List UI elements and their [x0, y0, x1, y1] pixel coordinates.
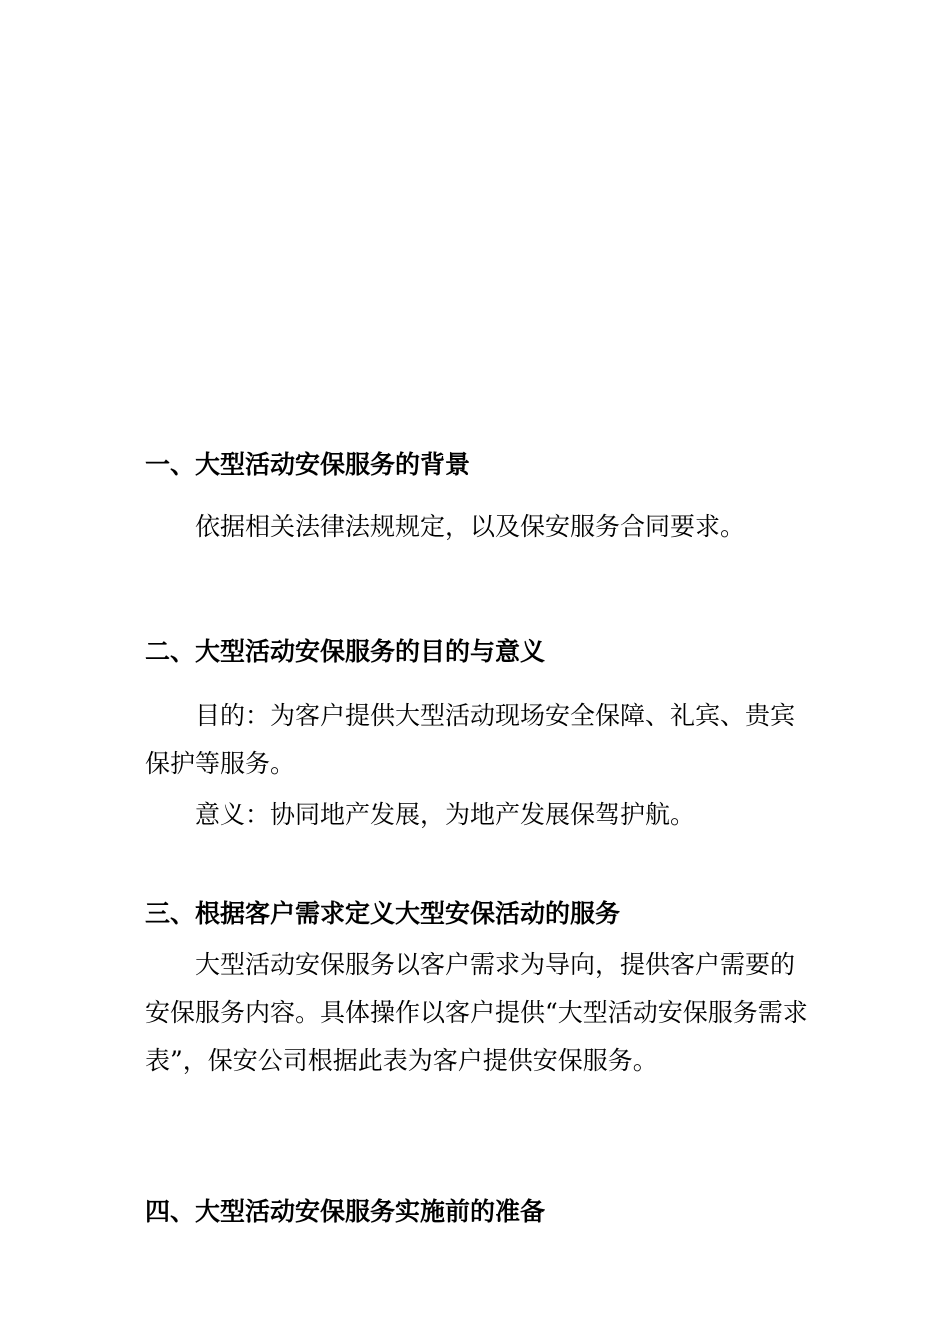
paragraph-purpose: 目的：为客户提供大型活动现场安全保障、礼宾、贵宾保护等服务。	[145, 701, 796, 778]
section-heading-purpose: 二、大型活动安保服务的目的与意义	[145, 637, 546, 666]
section-heading-service-definition: 三、根据客户需求定义大型安保活动的服务	[145, 899, 621, 928]
paragraph-significance: 意义：协同地产发展，为地产发展保驾护航。	[195, 800, 696, 829]
section-heading-background: 一、大型活动安保服务的背景	[145, 450, 471, 479]
section-heading-preparation: 四、大型活动安保服务实施前的准备	[145, 1197, 546, 1226]
paragraph-service-definition: 大型活动安保服务以客户需求为导向，提供客户需要的安保服务内容。具体操作以客户提供“大型活动安保服务需求表”，保安公司根据此表为客户提供安保服务。	[145, 950, 808, 1075]
paragraph-background-basis: 依据相关法律法规规定，以及保安服务合同要求。	[195, 512, 746, 541]
